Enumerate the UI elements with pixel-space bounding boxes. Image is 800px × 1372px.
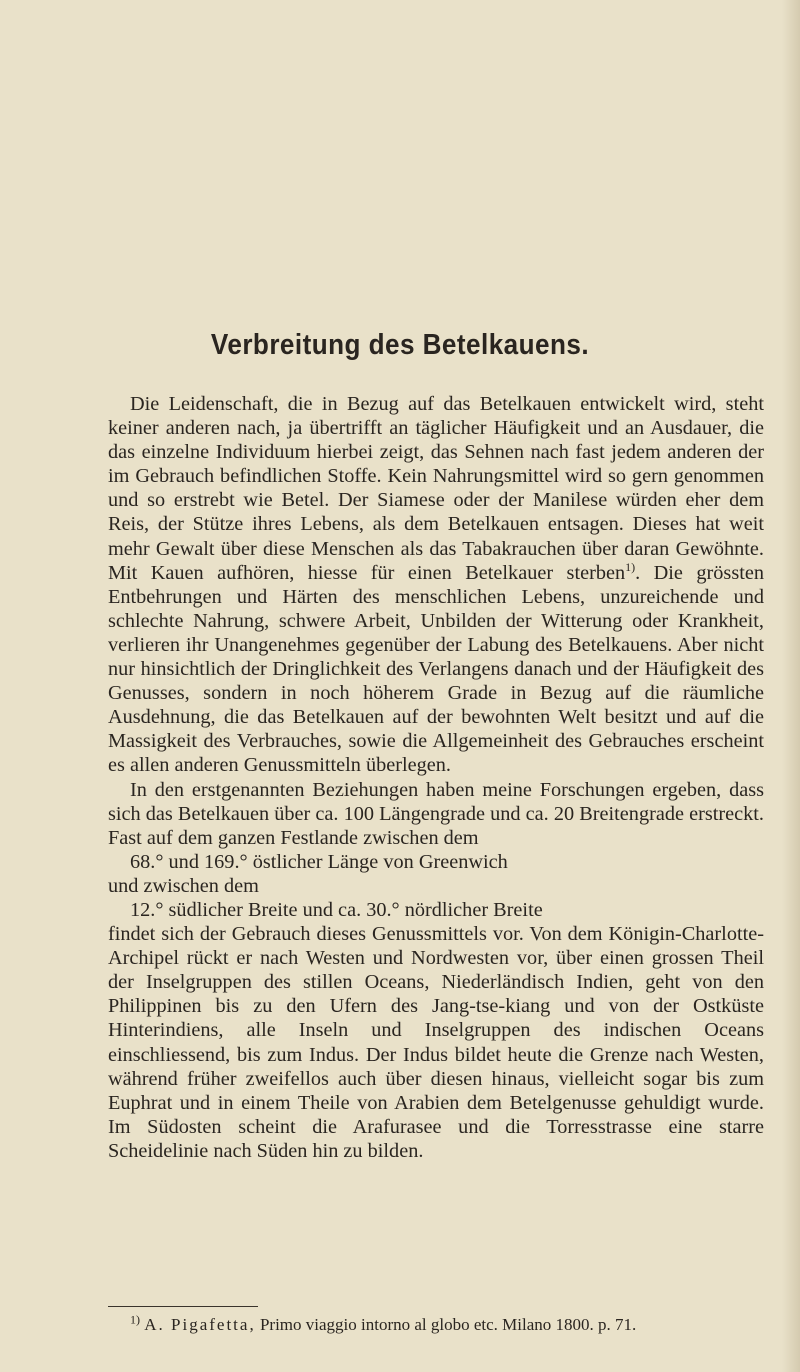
paragraph-2-text: In den erstgenannten Beziehungen haben meine Forschungen ergeben, dass sich das Betelkauen über ca. 100 Längengrade und ca. 20 Breitengrade erstreckt. Fast auf dem ganzen Festlande zwischen dem [108,778,764,849]
body-text [108,392,764,1163]
footnote-author: A. Pigafetta, [144,1315,256,1334]
coordinate-line-2: und zwischen dem [108,874,259,897]
paragraph-1 [108,392,764,778]
paragraph-2-continuation: findet sich der Gebrauch dieses Genussmittels vor. Von dem Königin-Charlotte-Archipel rückt er nach Westen und Nordwesten vor, über einen grossen Theil der Inselgruppen des stillen Oceans, Niederländisch Indien, geht von den Philippinen bis zu den Ufern des Jang-tse-kiang und von der Ostküste Hinterindiens, alle Inseln und Inselgruppen des indischen Oceans einschliessend, bis zum Indus. Der Indus bildet heute die Grenze nach Westen, während früher zweifellos auch über diesen hinaus, vielleicht sogar bis zum Euphrat und in einem Theile von Arabien dem Betelgenusse gehuldigt wurde. Im Südosten scheint die Arafurasee und die Torresstrasse eine starre Scheidelinie nach Süden hin zu bilden. [108,923,764,1162]
footnote [130,1314,770,1336]
page-title: Verbreitung des Betelkauens. [210,329,590,361]
footnote-reference: 1) [625,559,636,574]
paragraph-2 [108,778,764,850]
page-edge-shadow [782,0,800,1372]
coordinate-line-3: 12.° südlicher Breite und ca. 30.° nördlicher Breite [130,898,543,921]
footnote-text: Primo viaggio intorno al globo etc. Milano 1800. p. 71. [259,1315,637,1334]
paragraph-1-text-after: . Die grössten Entbehrungen und Härten des menschlichen Lebens, unzureichende und schlechte Nahrung, schwere Arbeit, Unbilden der Witterung oder Krankheit, verlieren ihr Unangenehmes gegenüber der Labung des Betelkauens. Aber nicht nur hinsichtlich der Dringlichkeit des Verlangens danach und der Häufigkeit des Genusses, sondern in noch höherem Grade in Bezug auf die räumliche Ausdehnung, die das Betelkauen auf der bewohnten Welt besitzt und auf die Massigkeit des Verbrauches, sowie die Allgemeinheit des Gebrauches erscheint es allen anderen Genussmitteln überlegen. [108,561,764,777]
coordinate-line-1: 68.° und 169.° östlicher Länge von Greenwich [130,850,508,873]
paragraph-1-text: Die Leidenschaft, die in Bezug auf das Betelkauen entwickelt wird, steht keiner anderen nach, ja übertrifft an täglicher Häufigkeit und an Ausdauer, die das einzelne Individuum hierbei zeigt, das Sehnen nach fast jedem anderen der im Gebrauch befindlichen Stoffe. Kein Nahrungsmittel wird so gern genommen und so erstrebt wie Betel. Der Siamese oder der Manilese würden eher dem Reis, der Stütze ihres Lebens, als dem Betelkauen entsagen. Dieses hat weit mehr Gewalt über diese Menschen als das Tabakrauchen über daran Gewöhnte. Mit Kauen aufhören, hiesse für einen Betelkauer sterben [108,393,764,584]
footnote-divider [108,1306,258,1307]
footnote-mark: 1) [130,1312,140,1327]
